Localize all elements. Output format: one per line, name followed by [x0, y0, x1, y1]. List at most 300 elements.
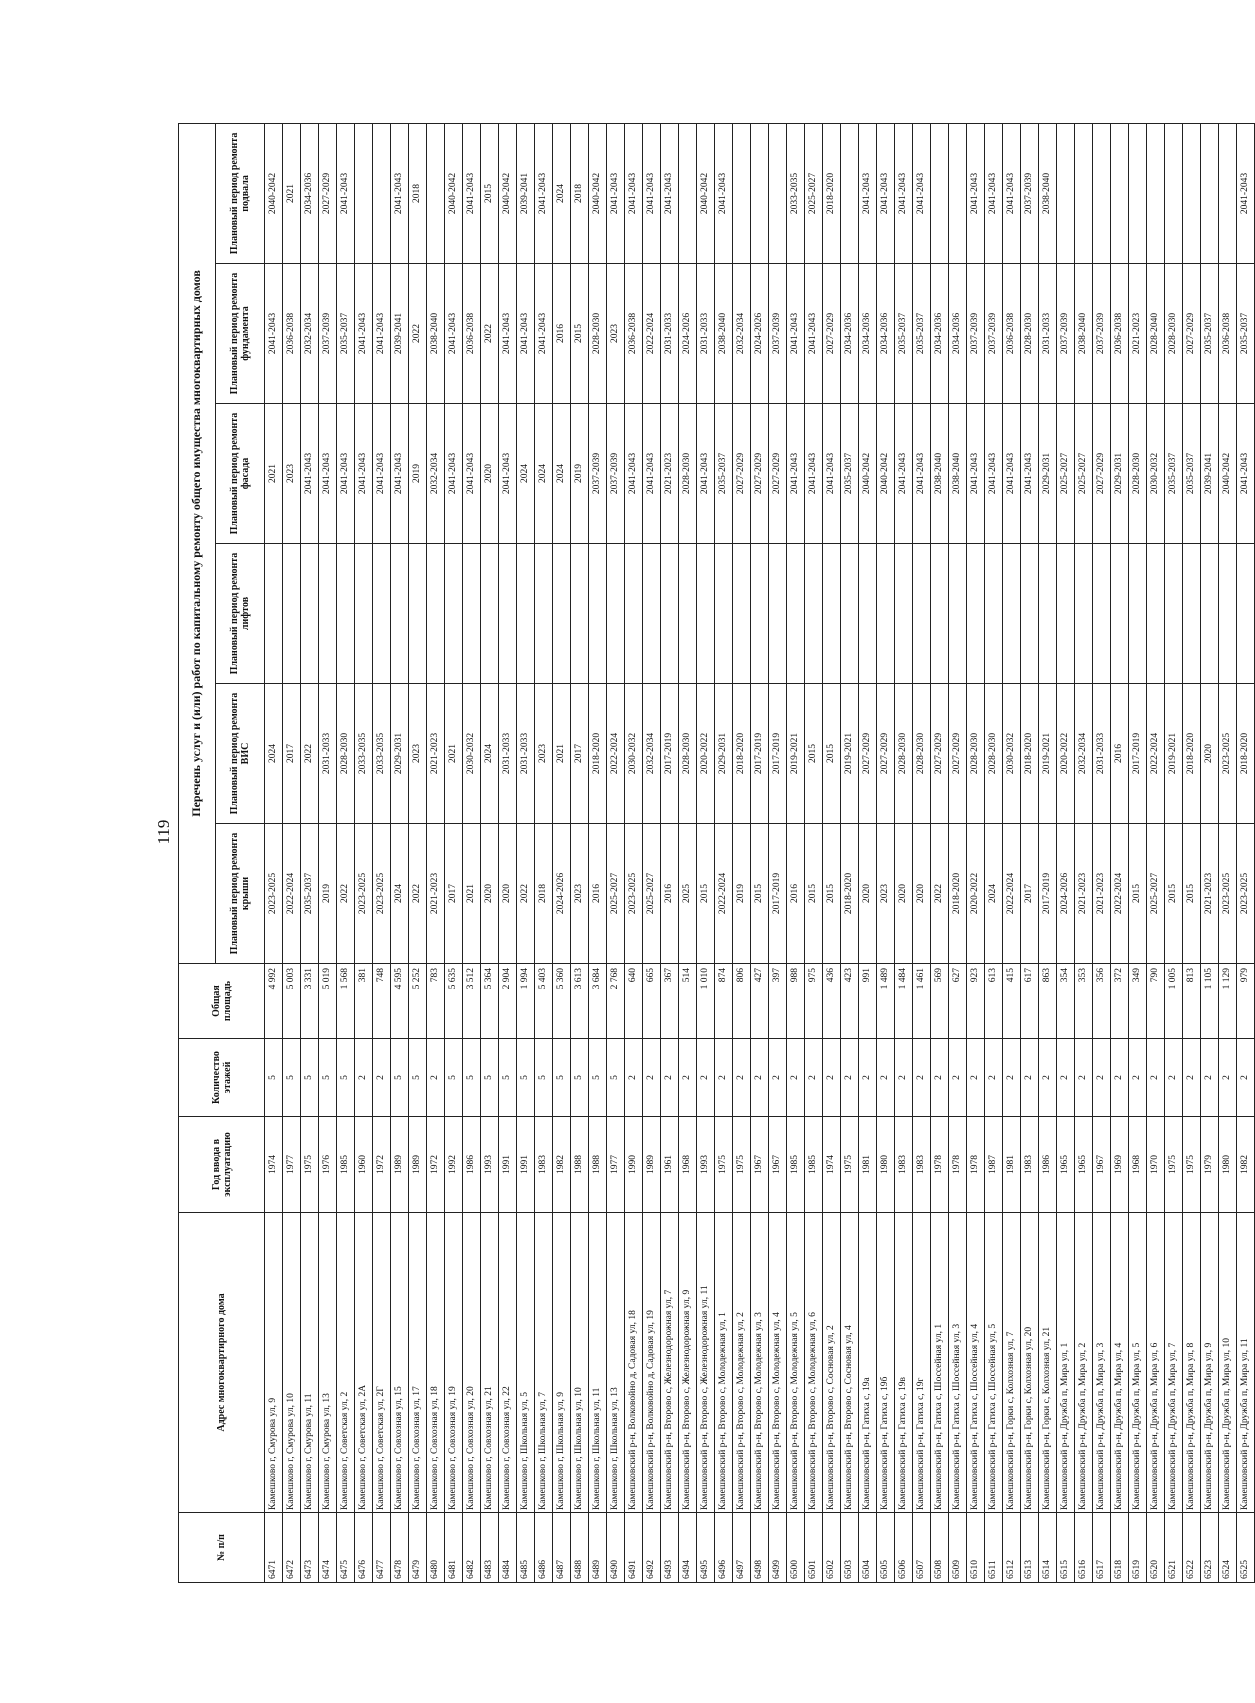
- cell-year: 1989: [409, 1117, 427, 1213]
- table-row: [1165, 123, 1183, 1582]
- cell-address: Камешковский р-н, Второво с, Молодежная ул, 6: [805, 1213, 823, 1513]
- cell-basement: [769, 123, 787, 263]
- cell-lifts: [823, 544, 841, 684]
- cell-address: Камешково г, Школьная ул, 10: [571, 1213, 589, 1513]
- cell-vis: 2028-2030: [967, 684, 985, 824]
- cell-lifts: [1237, 544, 1255, 684]
- cell-lifts: [373, 544, 391, 684]
- cell-num: 6504: [859, 1513, 877, 1583]
- cell-num: 6515: [1057, 1513, 1075, 1583]
- cell-address: Камешковский р-н, Гатиха с, 19б: [877, 1213, 895, 1513]
- cell-facade: 2041-2043: [643, 404, 661, 544]
- cell-facade: 2041-2043: [787, 404, 805, 544]
- cell-lifts: [733, 544, 751, 684]
- cell-basement: 2041-2043: [859, 123, 877, 263]
- cell-year: 1991: [499, 1117, 517, 1213]
- cell-vis: 2027-2029: [931, 684, 949, 824]
- cell-facade: 2041-2043: [697, 404, 715, 544]
- cell-floors: 2: [1111, 1039, 1129, 1117]
- cell-facade: 2041-2043: [337, 404, 355, 544]
- cell-year: 1993: [481, 1117, 499, 1213]
- cell-facade: 2028-2030: [679, 404, 697, 544]
- cell-vis: 2016: [1111, 684, 1129, 824]
- cell-num: 6474: [319, 1513, 337, 1583]
- table-row: [445, 123, 463, 1582]
- cell-num: 6479: [409, 1513, 427, 1583]
- cell-facade: 2041-2043: [985, 404, 1003, 544]
- cell-year: 1982: [1237, 1117, 1255, 1213]
- cell-roof: 2020: [499, 824, 517, 964]
- cell-roof: 2022-2024: [1003, 824, 1021, 964]
- cell-year: 1969: [1111, 1117, 1129, 1213]
- cell-foundation: 2028-2030: [589, 264, 607, 404]
- table-row: [1003, 123, 1021, 1582]
- header-foundation: Плановый период ремонта фундамента: [216, 264, 265, 404]
- cell-facade: 2041-2043: [895, 404, 913, 544]
- cell-floors: 2: [841, 1039, 859, 1117]
- cell-floors: 2: [1147, 1039, 1165, 1117]
- cell-num: 6506: [895, 1513, 913, 1583]
- table-row: [1201, 123, 1219, 1582]
- table-row: [823, 123, 841, 1582]
- cell-roof: 2021: [463, 824, 481, 964]
- cell-foundation: 2024-2026: [751, 264, 769, 404]
- cell-num: 6522: [1183, 1513, 1201, 1583]
- table-row: [283, 123, 301, 1582]
- cell-lifts: [1057, 544, 1075, 684]
- cell-basement: 2034-2036: [301, 123, 319, 263]
- cell-floors: 2: [427, 1039, 445, 1117]
- cell-facade: 2040-2042: [1219, 404, 1237, 544]
- cell-address: Камешковский р-н, Гатиха с, Шоссейная ул, 5: [985, 1213, 1003, 1513]
- cell-basement: [1111, 123, 1129, 263]
- table-row: [967, 123, 985, 1582]
- cell-year: 1974: [265, 1117, 283, 1213]
- cell-address: Камешковский р-н, Гатиха с, 19а: [859, 1213, 877, 1513]
- cell-foundation: 2022-2024: [643, 264, 661, 404]
- cell-area: 569: [931, 964, 949, 1039]
- cell-floors: 5: [283, 1039, 301, 1117]
- cell-address: Камешково г, Советская ул, 2А: [355, 1213, 373, 1513]
- cell-basement: 2041-2043: [643, 123, 661, 263]
- cell-roof: 2025-2027: [1147, 824, 1165, 964]
- cell-basement: 2018: [571, 123, 589, 263]
- cell-floors: 2: [661, 1039, 679, 1117]
- cell-basement: [1093, 123, 1111, 263]
- cell-area: 665: [643, 964, 661, 1039]
- cell-roof: 2015: [697, 824, 715, 964]
- cell-num: 6514: [1039, 1513, 1057, 1583]
- cell-roof: 2019: [733, 824, 751, 964]
- cell-area: 381: [355, 964, 373, 1039]
- cell-num: 6518: [1111, 1513, 1129, 1583]
- cell-facade: 2035-2037: [1165, 404, 1183, 544]
- cell-num: 6497: [733, 1513, 751, 1583]
- cell-vis: 2022: [301, 684, 319, 824]
- cell-lifts: [355, 544, 373, 684]
- cell-area: 1 129: [1219, 964, 1237, 1039]
- header-num: № п/п: [179, 1513, 265, 1583]
- cell-lifts: [607, 544, 625, 684]
- cell-basement: [1201, 123, 1219, 263]
- cell-address: Камешковский р-н, Дружба п, Мира ул, 1: [1057, 1213, 1075, 1513]
- table-row: [1075, 123, 1093, 1582]
- cell-facade: 2019: [409, 404, 427, 544]
- cell-floors: 2: [985, 1039, 1003, 1117]
- cell-foundation: 2037-2039: [769, 264, 787, 404]
- cell-lifts: [589, 544, 607, 684]
- header-basement: Плановый период ремонта подвала: [216, 123, 265, 263]
- cell-facade: 2027-2029: [1093, 404, 1111, 544]
- cell-basement: 2041-2043: [1003, 123, 1021, 263]
- cell-lifts: [751, 544, 769, 684]
- cell-vis: 2031-2033: [319, 684, 337, 824]
- table-row: [841, 123, 859, 1582]
- cell-basement: 2041-2043: [661, 123, 679, 263]
- cell-year: 1976: [319, 1117, 337, 1213]
- table-row: [733, 123, 751, 1582]
- cell-facade: 2037-2039: [589, 404, 607, 544]
- cell-basement: 2040-2042: [499, 123, 517, 263]
- cell-num: 6480: [427, 1513, 445, 1583]
- cell-address: Камешковский р-н, Дружба п, Мира ул, 5: [1129, 1213, 1147, 1513]
- cell-lifts: [1039, 544, 1057, 684]
- cell-vis: 2029-2031: [715, 684, 733, 824]
- cell-vis: 2019-2021: [841, 684, 859, 824]
- table-row: [1021, 123, 1039, 1582]
- cell-year: 1968: [1129, 1117, 1147, 1213]
- cell-floors: 5: [571, 1039, 589, 1117]
- cell-foundation: 2015: [571, 264, 589, 404]
- cell-foundation: 2041-2043: [499, 264, 517, 404]
- table-row: [661, 123, 679, 1582]
- cell-area: 617: [1021, 964, 1039, 1039]
- cell-roof: 2018: [535, 824, 553, 964]
- cell-basement: 2039-2041: [517, 123, 535, 263]
- cell-roof: 2023-2025: [373, 824, 391, 964]
- cell-foundation: 2034-2036: [841, 264, 859, 404]
- cell-num: 6491: [625, 1513, 643, 1583]
- cell-address: Камешково г, Совхозная ул, 18: [427, 1213, 445, 1513]
- cell-foundation: 2034-2036: [877, 264, 895, 404]
- cell-roof: 2022-2024: [1111, 824, 1129, 964]
- table-row: [481, 123, 499, 1582]
- cell-roof: 2021-2023: [1201, 824, 1219, 964]
- cell-lifts: [391, 544, 409, 684]
- cell-vis: 2031-2033: [1093, 684, 1111, 824]
- cell-floors: 5: [319, 1039, 337, 1117]
- cell-year: 1986: [1039, 1117, 1057, 1213]
- cell-roof: 2018-2020: [841, 824, 859, 964]
- cell-num: 6478: [391, 1513, 409, 1583]
- header-year: Год ввода в эксплуатацию: [179, 1117, 265, 1213]
- table-row: [895, 123, 913, 1582]
- cell-area: 813: [1183, 964, 1201, 1039]
- cell-basement: 2038-2040: [1039, 123, 1057, 263]
- table-body: [265, 123, 1255, 1582]
- cell-vis: 2018-2020: [733, 684, 751, 824]
- cell-foundation: 2038-2040: [1075, 264, 1093, 404]
- cell-num: 6499: [769, 1513, 787, 1583]
- cell-address: Камешковский р-н, Второво с, Молодежная ул, 1: [715, 1213, 733, 1513]
- cell-lifts: [1021, 544, 1039, 684]
- cell-vis: 2032-2034: [643, 684, 661, 824]
- cell-roof: 2023: [571, 824, 589, 964]
- cell-foundation: 2027-2029: [823, 264, 841, 404]
- cell-lifts: [1111, 544, 1129, 684]
- cell-area: 367: [661, 964, 679, 1039]
- table-row: [1111, 123, 1129, 1582]
- cell-num: 6488: [571, 1513, 589, 1583]
- cell-basement: 2018: [409, 123, 427, 263]
- cell-facade: 2029-2031: [1039, 404, 1057, 544]
- cell-address: Камешковский р-н, Дружба п, Мира ул, 9: [1201, 1213, 1219, 1513]
- table-row: [517, 123, 535, 1582]
- table-row: [1039, 123, 1057, 1582]
- cell-num: 6519: [1129, 1513, 1147, 1583]
- cell-lifts: [1219, 544, 1237, 684]
- cell-address: Камешково г, Школьная ул, 7: [535, 1213, 553, 1513]
- cell-vis: 2032-2034: [1075, 684, 1093, 824]
- cell-floors: 2: [1075, 1039, 1093, 1117]
- cell-year: 1988: [571, 1117, 589, 1213]
- cell-year: 1965: [1057, 1117, 1075, 1213]
- cell-floors: 2: [625, 1039, 643, 1117]
- cell-num: 6511: [985, 1513, 1003, 1583]
- cell-year: 1979: [1201, 1117, 1219, 1213]
- cell-area: 5 019: [319, 964, 337, 1039]
- cell-facade: 2035-2037: [841, 404, 859, 544]
- cell-floors: 2: [913, 1039, 931, 1117]
- cell-foundation: 2041-2043: [787, 264, 805, 404]
- cell-area: 1 010: [697, 964, 715, 1039]
- cell-foundation: 2023: [607, 264, 625, 404]
- cell-lifts: [571, 544, 589, 684]
- cell-vis: 2018-2020: [1237, 684, 1255, 824]
- cell-lifts: [877, 544, 895, 684]
- cell-floors: 2: [787, 1039, 805, 1117]
- cell-facade: 2035-2037: [1183, 404, 1201, 544]
- cell-roof: 2015: [1129, 824, 1147, 964]
- cell-floors: 2: [805, 1039, 823, 1117]
- cell-lifts: [1093, 544, 1111, 684]
- cell-address: Камешковский р-н, Дружба п, Мира ул, 8: [1183, 1213, 1201, 1513]
- cell-basement: [1165, 123, 1183, 263]
- cell-address: Камешковский р-н, Гатиха с, 19г: [913, 1213, 931, 1513]
- table-row: [319, 123, 337, 1582]
- cell-facade: 2038-2040: [931, 404, 949, 544]
- cell-foundation: 2041-2043: [445, 264, 463, 404]
- cell-num: 6516: [1075, 1513, 1093, 1583]
- cell-lifts: [913, 544, 931, 684]
- cell-roof: 2015: [1165, 824, 1183, 964]
- cell-foundation: 2028-2040: [1147, 264, 1165, 404]
- cell-lifts: [301, 544, 319, 684]
- cell-floors: 2: [949, 1039, 967, 1117]
- cell-roof: 2023-2025: [1237, 824, 1255, 964]
- cell-lifts: [283, 544, 301, 684]
- cell-num: 6505: [877, 1513, 895, 1583]
- cell-vis: 2018-2020: [1021, 684, 1039, 824]
- cell-foundation: 2031-2033: [697, 264, 715, 404]
- cell-year: 1982: [553, 1117, 571, 1213]
- cell-year: 1975: [841, 1117, 859, 1213]
- cell-num: 6512: [1003, 1513, 1021, 1583]
- cell-area: 640: [625, 964, 643, 1039]
- cell-floors: 2: [1183, 1039, 1201, 1117]
- cell-lifts: [337, 544, 355, 684]
- cell-address: Камешково г, Смурова ул, 10: [283, 1213, 301, 1513]
- cell-floors: 5: [535, 1039, 553, 1117]
- cell-num: 6517: [1093, 1513, 1111, 1583]
- cell-num: 6482: [463, 1513, 481, 1583]
- cell-facade: 2041-2043: [499, 404, 517, 544]
- cell-basement: [355, 123, 373, 263]
- cell-num: 6481: [445, 1513, 463, 1583]
- cell-lifts: [409, 544, 427, 684]
- cell-facade: 2025-2027: [1057, 404, 1075, 544]
- cell-facade: 2041-2043: [445, 404, 463, 544]
- cell-address: Камешковский р-н, Второво с, Сосновая ул, 2: [823, 1213, 841, 1513]
- cell-num: 6494: [679, 1513, 697, 1583]
- cell-vis: 2031-2033: [517, 684, 535, 824]
- cell-address: Камешково г, Школьная ул, 11: [589, 1213, 607, 1513]
- cell-floors: 2: [751, 1039, 769, 1117]
- cell-area: 427: [751, 964, 769, 1039]
- cell-year: 1975: [715, 1117, 733, 1213]
- cell-address: Камешково г, Совхозная ул, 20: [463, 1213, 481, 1513]
- cell-num: 6483: [481, 1513, 499, 1583]
- cell-facade: 2041-2043: [1237, 404, 1255, 544]
- cell-address: Камешковский р-н, Дружба п, Мира ул, 10: [1219, 1213, 1237, 1513]
- cell-lifts: [481, 544, 499, 684]
- cell-roof: 2021-2023: [427, 824, 445, 964]
- cell-num: 6471: [265, 1513, 283, 1583]
- cell-facade: 2024: [517, 404, 535, 544]
- cell-foundation: 2041-2043: [517, 264, 535, 404]
- cell-vis: 2024: [481, 684, 499, 824]
- cell-vis: 2019-2021: [1165, 684, 1183, 824]
- cell-area: 5 403: [535, 964, 553, 1039]
- cell-num: 6490: [607, 1513, 625, 1583]
- cell-facade: 2027-2029: [769, 404, 787, 544]
- cell-num: 6487: [553, 1513, 571, 1583]
- cell-basement: [1183, 123, 1201, 263]
- cell-facade: 2030-2032: [1147, 404, 1165, 544]
- cell-foundation: 2034-2036: [859, 264, 877, 404]
- cell-area: 356: [1093, 964, 1111, 1039]
- cell-roof: 2018-2020: [949, 824, 967, 964]
- cell-area: 3 684: [589, 964, 607, 1039]
- cell-lifts: [1003, 544, 1021, 684]
- cell-year: 1972: [427, 1117, 445, 1213]
- cell-lifts: [625, 544, 643, 684]
- cell-address: Камешково г, Советская ул, 2: [337, 1213, 355, 1513]
- cell-lifts: [967, 544, 985, 684]
- cell-basement: 2041-2043: [1237, 123, 1255, 263]
- cell-area: 790: [1147, 964, 1165, 1039]
- cell-lifts: [895, 544, 913, 684]
- cell-lifts: [1129, 544, 1147, 684]
- cell-floors: 2: [1021, 1039, 1039, 1117]
- cell-area: 3 613: [571, 964, 589, 1039]
- cell-num: 6502: [823, 1513, 841, 1583]
- cell-year: 1985: [337, 1117, 355, 1213]
- cell-address: Камешково г, Совхозная ул, 17: [409, 1213, 427, 1513]
- cell-basement: 2041-2043: [985, 123, 1003, 263]
- cell-foundation: 2037-2039: [319, 264, 337, 404]
- cell-num: 6486: [535, 1513, 553, 1583]
- cell-address: Камешковский р-н, Второво с, Молодежная ул, 2: [733, 1213, 751, 1513]
- cell-roof: 2022: [337, 824, 355, 964]
- cell-address: Камешково г, Школьная ул, 9: [553, 1213, 571, 1513]
- cell-year: 1992: [445, 1117, 463, 1213]
- cell-basement: [751, 123, 769, 263]
- cell-address: Камешковский р-н, Дружба п, Мира ул, 4: [1111, 1213, 1129, 1513]
- cell-basement: 2041-2043: [967, 123, 985, 263]
- cell-address: Камешково г, Совхозная ул, 15: [391, 1213, 409, 1513]
- cell-basement: 2040-2042: [445, 123, 463, 263]
- cell-area: 1 461: [913, 964, 931, 1039]
- cell-num: 6510: [967, 1513, 985, 1583]
- cell-lifts: [499, 544, 517, 684]
- cell-vis: 2017-2019: [1129, 684, 1147, 824]
- cell-foundation: 2032-2034: [733, 264, 751, 404]
- cell-vis: 2020: [1201, 684, 1219, 824]
- cell-year: 1967: [769, 1117, 787, 1213]
- cell-roof: 2021-2023: [1075, 824, 1093, 964]
- cell-roof: 2022-2024: [283, 824, 301, 964]
- cell-floors: 5: [607, 1039, 625, 1117]
- cell-floors: 2: [1237, 1039, 1255, 1117]
- cell-vis: 2019-2021: [787, 684, 805, 824]
- cell-area: 372: [1111, 964, 1129, 1039]
- cell-floors: 2: [823, 1039, 841, 1117]
- cell-year: 1975: [301, 1117, 319, 1213]
- cell-vis: 2022-2024: [607, 684, 625, 824]
- cell-num: 6477: [373, 1513, 391, 1583]
- cell-lifts: [805, 544, 823, 684]
- cell-roof: 2022: [409, 824, 427, 964]
- cell-facade: 2023: [283, 404, 301, 544]
- cell-num: 6492: [643, 1513, 661, 1583]
- cell-basement: [373, 123, 391, 263]
- table-row: [589, 123, 607, 1582]
- cell-basement: [733, 123, 751, 263]
- header-area: Общая площадь: [179, 964, 265, 1039]
- cell-floors: 5: [589, 1039, 607, 1117]
- cell-floors: 2: [895, 1039, 913, 1117]
- cell-facade: 2041-2043: [625, 404, 643, 544]
- cell-address: Камешково г, Смурова ул, 9: [265, 1213, 283, 1513]
- cell-vis: 2023-2025: [1219, 684, 1237, 824]
- cell-area: 806: [733, 964, 751, 1039]
- cell-facade: 2039-2041: [1201, 404, 1219, 544]
- cell-lifts: [787, 544, 805, 684]
- cell-area: 514: [679, 964, 697, 1039]
- header-lifts: Плановый период ремонта лифтов: [216, 544, 265, 684]
- cell-area: 627: [949, 964, 967, 1039]
- cell-roof: 2023-2025: [625, 824, 643, 964]
- cell-year: 1986: [463, 1117, 481, 1213]
- cell-foundation: 2022: [481, 264, 499, 404]
- cell-num: 6493: [661, 1513, 679, 1583]
- cell-vis: 2021: [445, 684, 463, 824]
- cell-area: 748: [373, 964, 391, 1039]
- cell-facade: 2041-2043: [391, 404, 409, 544]
- cell-year: 1968: [679, 1117, 697, 1213]
- cell-address: Камешково г, Совхозная ул, 22: [499, 1213, 517, 1513]
